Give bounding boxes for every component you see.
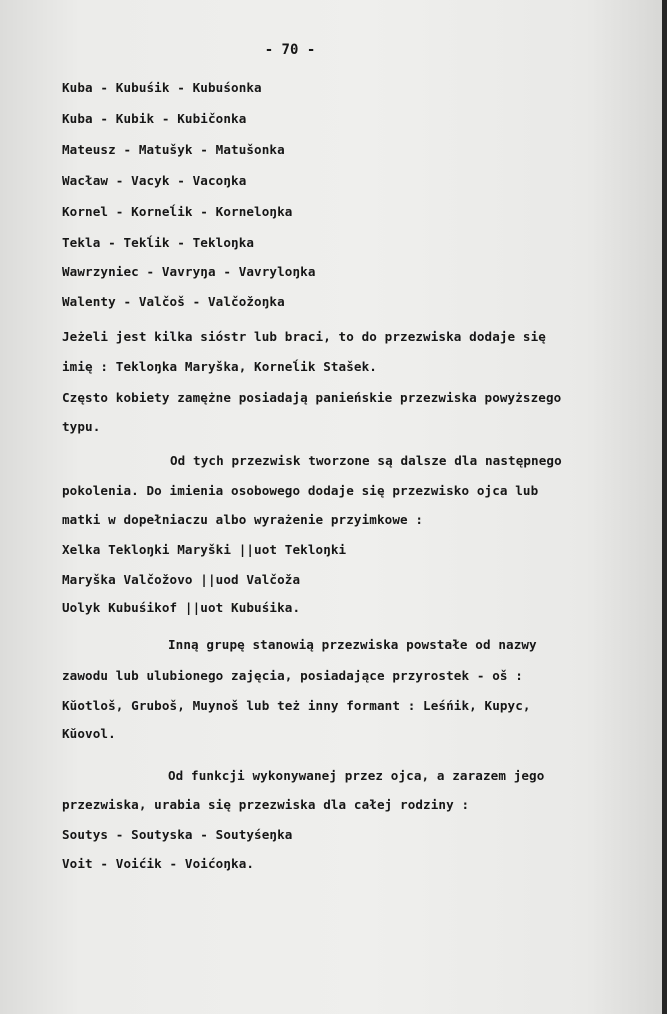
paragraph-line: imię : Tekloŋka Maryška, Korneĺik Stašek. [62,359,377,374]
scan-edge-shadow [662,0,667,1014]
paragraph-line: przezwiska, urabia się przezwiska dla całej rodziny : [62,797,470,812]
paragraph-line: Od tych przezwisk tworzone są dalsze dla następnego [170,453,562,468]
page-number: - 70 - [264,42,316,58]
name-list-line: Kuba - Kubuśik - Kubuśonka [62,80,262,95]
paragraph-line: Często kobiety zamężne posiadają panieńskie przezwiska powyższego [62,390,562,405]
name-list-line: Kornel - Korneĺik - Korneloŋka [62,204,293,219]
name-list-line: Wacław - Vacyk - Vacoŋka [62,173,247,188]
paragraph-line: Kŭotloš, Gruboš, Muynoš lub też inny formant : Leśńik, Kupyc, [62,698,531,713]
paragraph-line: matki w dopełniaczu albo wyrażenie przyimkowe : [62,512,424,527]
example-line: Voit - Voićik - Voićoŋka. [62,856,255,871]
name-list-line: Walenty - Valčoš - Valčožoŋka [62,294,285,309]
example-line: Xelka Tekloŋki Maryški ||uot Tekloŋki [62,542,347,557]
name-list-line: Kuba - Kubik - Kubičonka [62,111,247,126]
name-list-line: Mateusz - Matušyk - Matušonka [62,142,285,157]
example-line: Maryška Valčožovo ||uod Valčoža [62,572,301,587]
paragraph-line: Jeżeli jest kilka sióstr lub braci, to do przezwiska dodaje się [62,329,546,344]
paragraph-line: zawodu lub ulubionego zajęcia, posiadające przyrostek - oš : [62,668,523,683]
paragraph-line: Kŭovol. [62,726,116,741]
name-list-line: Wawrzyniec - Vavryŋa - Vavryloŋka [62,264,316,279]
example-line: Soutys - Soutyska - Soutyśeŋka [62,827,293,842]
paragraph-line: Od funkcji wykonywanej przez ojca, a zarazem jego [168,768,545,783]
paragraph-line: pokolenia. Do imienia osobowego dodaje się przezwisko ojca lub [62,483,539,498]
example-line: Uolyk Kubuśikof ||uot Kubuśika. [62,600,301,615]
paragraph-line: typu. [62,419,101,434]
paragraph-line: Inną grupę stanowią przezwiska powstałe od nazwy [168,637,537,652]
name-list-line: Tekla - Tekĺik - Tekloŋka [62,235,255,250]
